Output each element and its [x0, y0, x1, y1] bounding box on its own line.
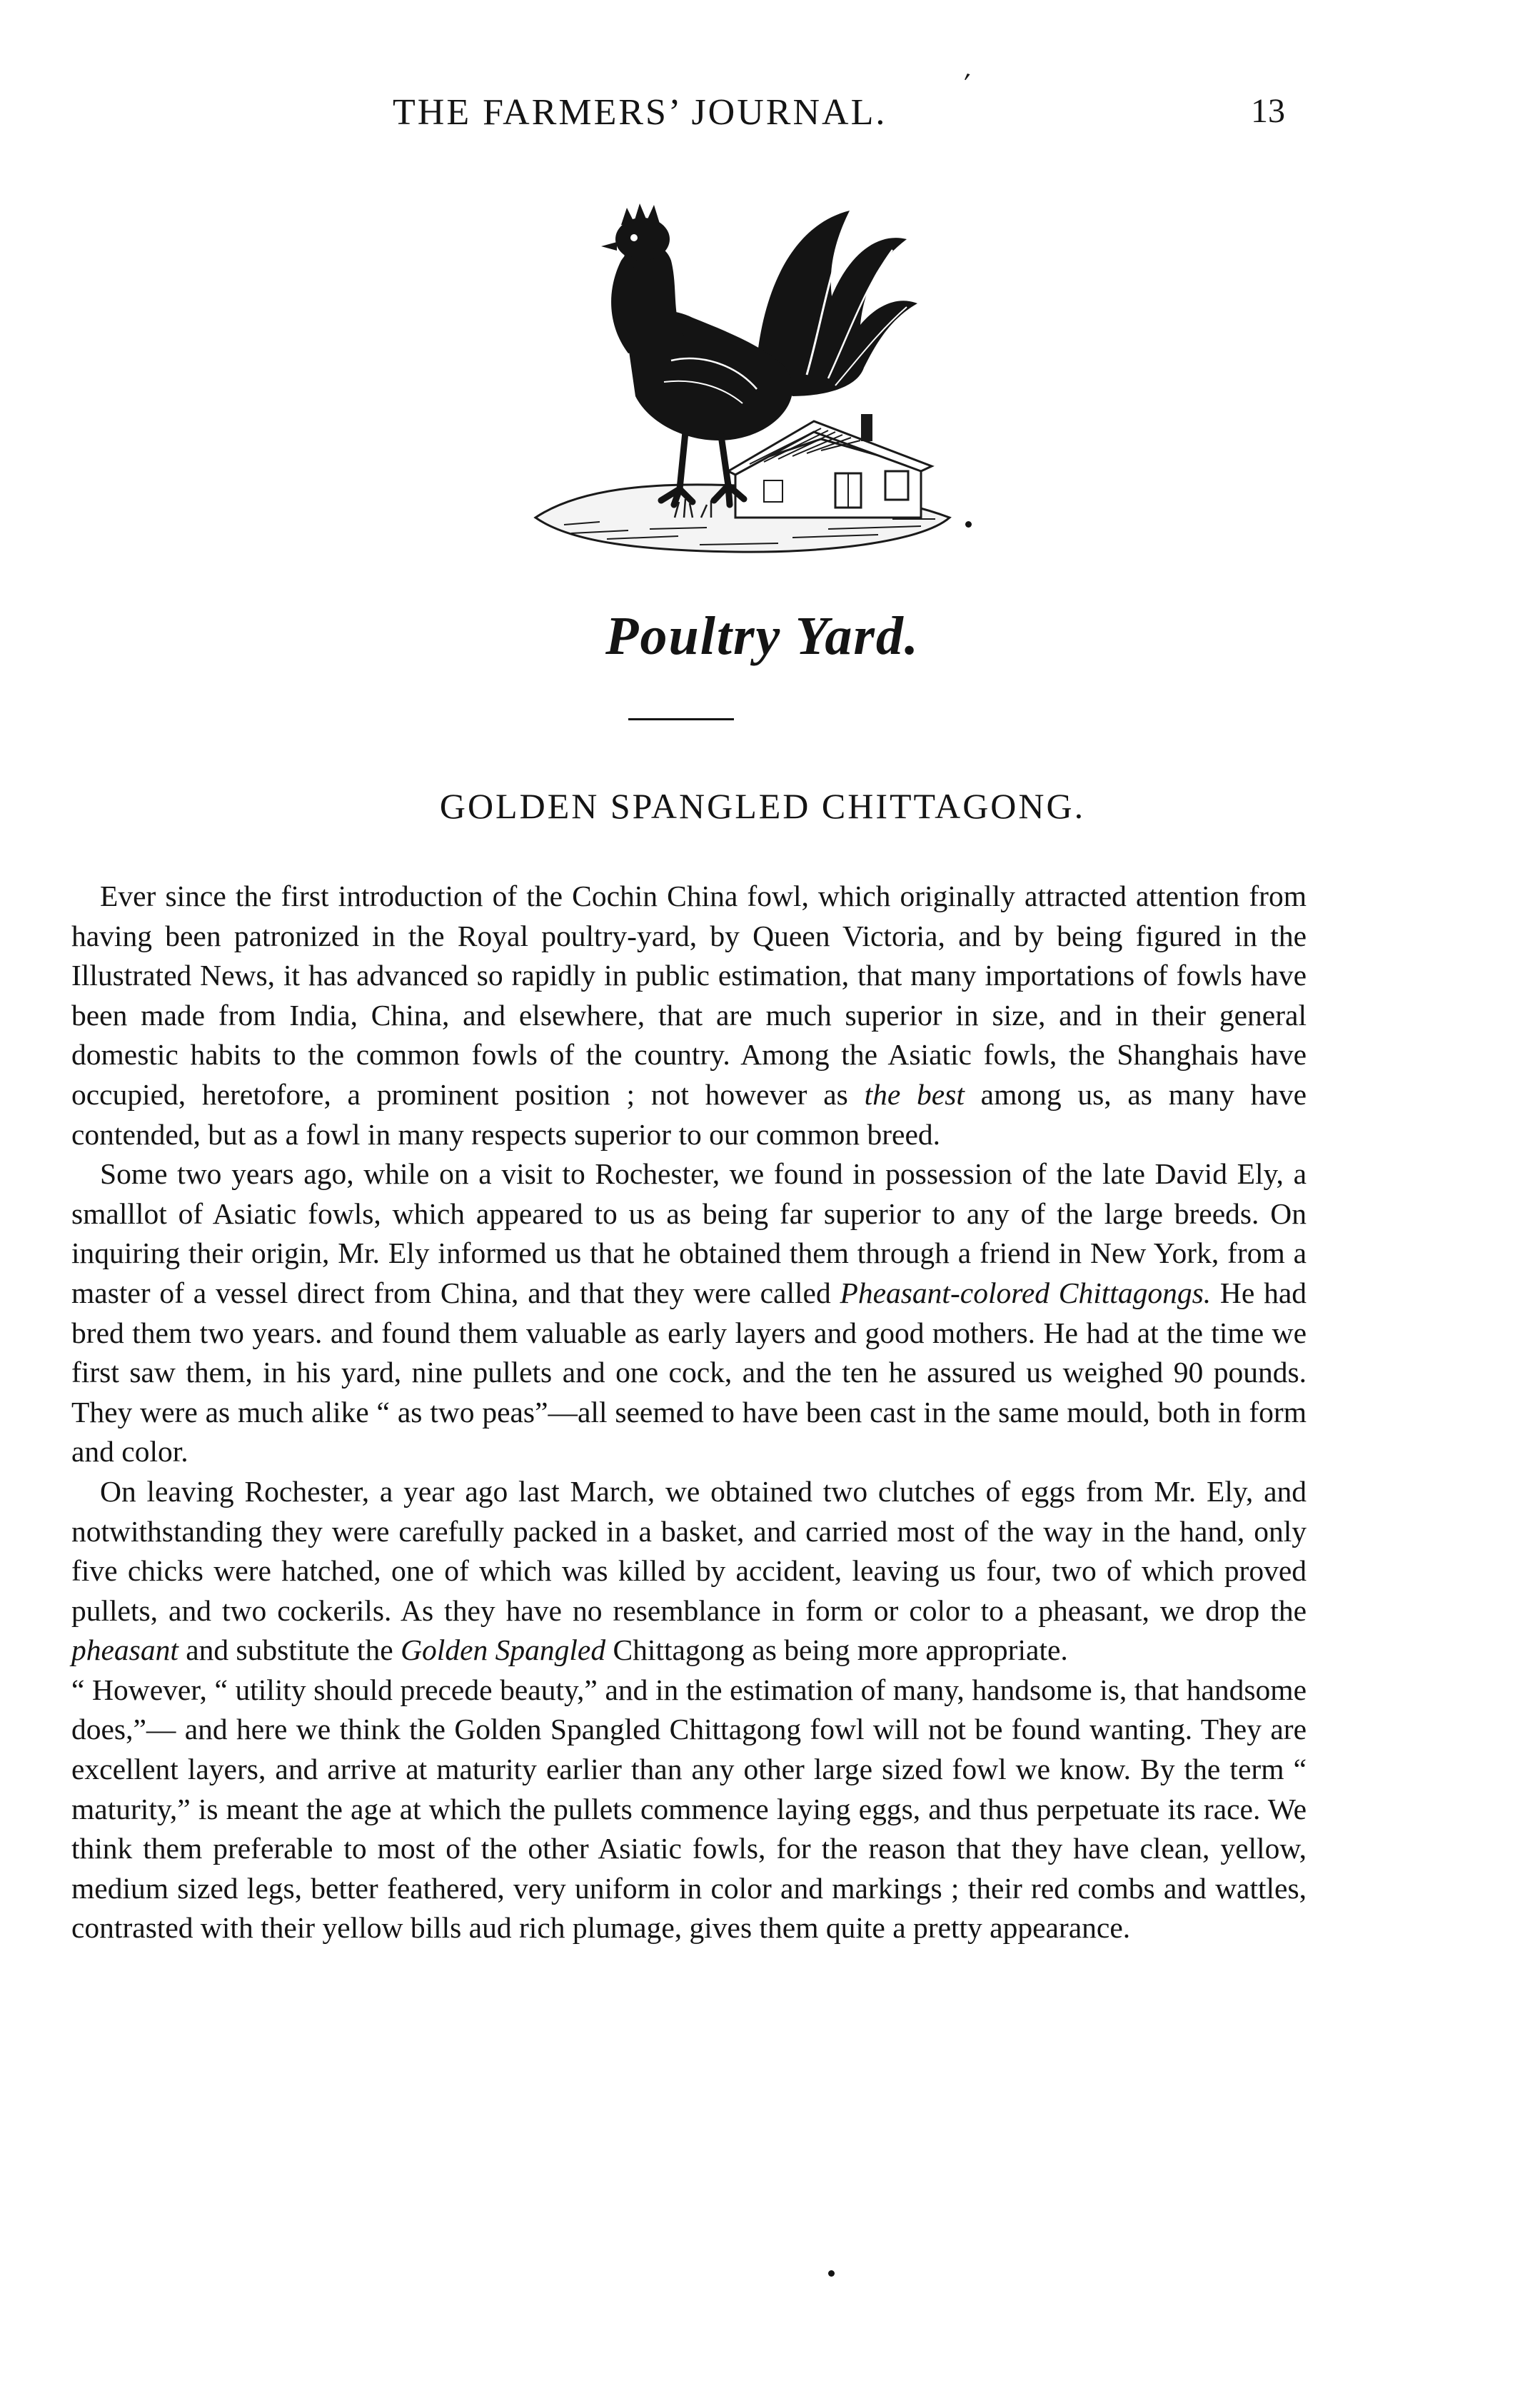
running-head [0, 91, 1525, 141]
section-heading: Poultry Yard. [605, 606, 920, 666]
section-rule [628, 718, 734, 720]
article-body [71, 877, 1307, 1948]
speck-mark [828, 2270, 835, 2277]
article-title: GOLDEN SPANGLED CHITTAGONG. [439, 786, 1086, 826]
paragraph-4: “ However, “ utility should precede beauty,” and in the estimation of many, handsome is, that handsome does,”— and here we think the Golden Spangled Chittagong fowl will not be found wanting. They are excellent layers, and arrive at maturity earlier than any other large sized fowl we know. By the term “ maturity,” is meant the age at which the pullets commence laying eggs, and thus perpetuate its race. We think them preferable to most of the other Asiatic fowls, for the reason that they have clean, yellow, medium sized legs, better feathered, very uniform in color and markings ; their red combs and wattles, contrasted with their yellow bills aud rich plumage, gives them quite a pretty appearance. [71, 1673, 1307, 1945]
rooster-on-farmhouse-icon [521, 182, 978, 568]
stray-mark: ′ [957, 66, 974, 99]
paragraph-3: On leaving Rochester, a year ago last March, we obtained two clutches of eggs from Mr. Ely, and notwithstanding they were carefully packed in a basket, and carried most of the way in the hand, only five chicks were hatched, one of which was killed by accident, leaving us four, two of which proved pullets, and two cockerils. As they have no resemblance in form or color to a pheasant, we drop the pheasant and substitute the Golden Spangled Chittagong as being more appropriate. [71, 1474, 1307, 1667]
running-title: THE FARMERS’ JOURNAL. [393, 92, 887, 133]
speck-mark [965, 521, 972, 528]
page-number: 13 [1251, 92, 1285, 130]
rooster-engraving [521, 182, 978, 568]
paragraph-1: Ever since the first introduction of the Cochin China fowl, which originally attracted attention from having been patronized in the Royal poultry-yard, by Queen Victoria, and by being figured in the Illustrated News, it has advanced so rapidly in public estimation, that many importations of fowls have been made from India, China, and elsewhere, that are much superior in size, and in their general domestic habits to the common fowls of the country. Among the Asiatic fowls, the Shanghais have occupied, heretofore, a prominent position ; not however as the best among us, as many have contended, but as a fowl in many respects superior to our common breed. [71, 880, 1307, 1151]
paragraph-2: Some two years ago, while on a visit to Rochester, we found in possession of the late David Ely, a smalllot of Asiatic fowls, which appeared to us as being far superior to any of the large breeds. On inquiring their origin, Mr. Ely informed us that he obtained them through a friend in New York, from a master of a vessel direct from China, and that they were called Pheasant-colored Chittagongs. He had bred them two years. and found them valuable as early layers and good mothers. He had at the time we first saw them, in his yard, nine pullets and one cock, and the ten he assured us weighed 90 pounds. They were as much alike “ as two peas”—all seemed to have been cast in the same mould, both in form and color. [71, 1157, 1307, 1469]
